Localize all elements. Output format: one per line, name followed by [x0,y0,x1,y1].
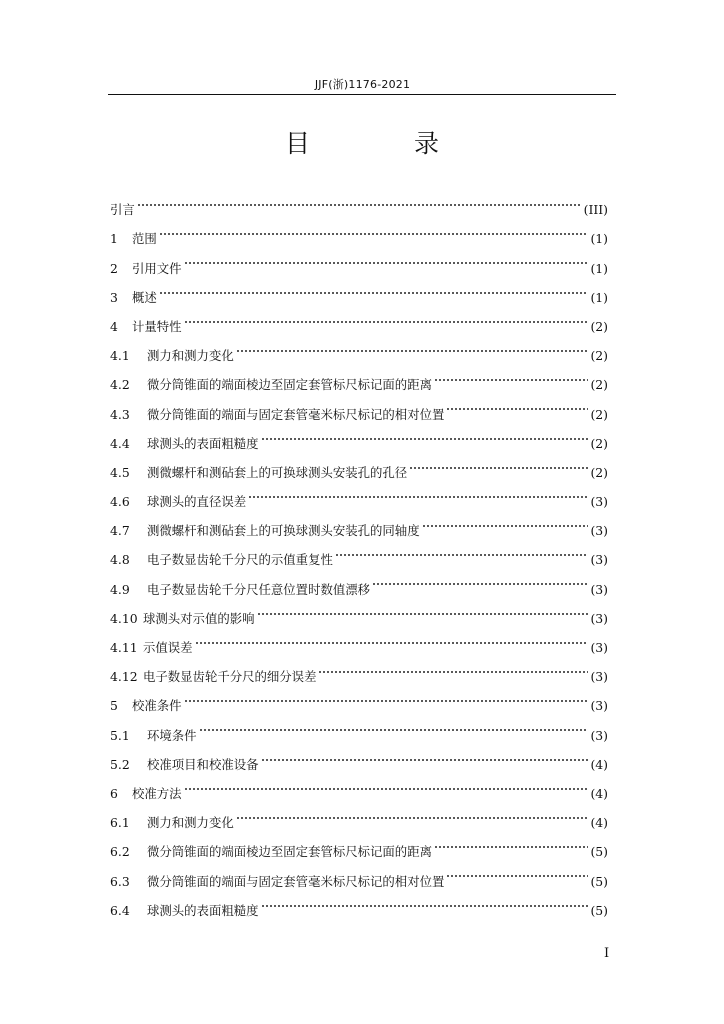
toc-entry-page: (4) [590,785,608,801]
toc-entry-page: (3) [590,610,608,626]
toc-entry-number: 4.12 [110,669,138,685]
toc-entry[interactable] [110,710,608,743]
toc-entry-number: 4.9 [110,581,130,597]
dot-leader [259,886,591,915]
toc-entry-page: (2) [590,377,608,393]
toc-entry-title: 球测头的表面粗糙度 [147,902,259,918]
toc-entry-title: 环境条件 [147,727,197,743]
dot-leader [157,273,591,302]
toc-entry-page: (3) [590,640,608,655]
toc-entry-page: (3) [590,698,608,714]
toc-entry[interactable] [110,769,608,801]
toc-entry-page: (1) [590,231,608,247]
dot-leader [259,419,591,448]
toc-entry-number: 5.2 [110,756,130,772]
toc-entry-title: 引言 [110,202,135,218]
toc-entry-page: (III) [583,202,608,218]
dot-leader [259,740,591,769]
toc-entry-title: 校准方法 [132,785,182,801]
toc-entry-title: 测力和测力变化 [147,348,234,364]
toc-entry-page: (5) [590,902,608,918]
toc-entry-page: (1) [590,289,608,305]
toc-entry-number: 4.2 [110,377,130,393]
dot-leader [234,331,591,360]
toc-entry[interactable] [110,331,608,364]
toc-entry-number: 6.1 [110,815,130,831]
toc-entry-title: 计量特性 [132,318,182,334]
toc-entry-number: 4.1 [110,348,130,364]
toc-entry-number: 6.4 [110,902,130,918]
toc-entry-title: 校准项目和校准设备 [147,756,259,772]
toc-entry[interactable] [110,243,608,276]
toc-entry-number: 4.4 [110,435,130,451]
toc-entry-page: (3) [590,581,608,597]
toc-entry-title: 测微螺杆和测砧套上的可换球测头安装孔的孔径 [147,464,408,480]
toc-entry-page: (4) [590,756,608,772]
toc-entry[interactable] [110,681,608,714]
toc-entry-page: (4) [590,815,608,831]
toc-entry-number: 4.10 [110,610,138,626]
toc-entry-page: (3) [590,494,608,510]
toc-entry-title: 球测头对示值的影响 [143,610,255,626]
toc-entry-title: 概述 [132,289,157,305]
toc-entry-page: (3) [590,523,608,539]
toc-entry-page: (3) [590,669,608,685]
dot-leader [407,448,590,477]
toc-entry-number: 1 [110,231,118,247]
toc-entry-page: (5) [590,873,608,889]
toc-entry[interactable] [110,798,608,831]
toc-entry-page: (3) [590,552,608,568]
toc-entry-number: 5.1 [110,727,130,743]
toc-entry-title: 引用文件 [132,260,182,276]
page-title: 目 录 [285,129,487,158]
dot-leader [444,389,590,418]
toc-entry-title: 球测头的直径误差 [147,494,247,510]
toc-entry-number: 6 [110,785,118,801]
toc-entry-page: (5) [590,844,608,860]
toc-entry-number: 4.3 [110,406,130,422]
standard-code-header: JJF(浙)1176-2021 [314,78,411,91]
dot-leader [182,769,591,798]
dot-leader [333,535,591,564]
toc-entry-number: 4.7 [110,523,130,539]
toc-entry-number: 5 [110,698,118,714]
dot-leader [182,243,591,272]
toc-entry-title: 微分筒锥面的端面与固定套管毫米标尺标记的相对位置 [147,406,445,422]
toc-entry-title: 测微螺杆和测砧套上的可换球测头安装孔的同轴度 [147,523,420,539]
dot-leader [197,710,591,739]
toc-entry-number: 6.3 [110,873,130,889]
toc-entry-page: (2) [590,348,608,364]
dot-leader [316,652,590,681]
toc-entry[interactable] [110,185,608,218]
dot-leader [246,477,590,506]
toc-entry[interactable] [110,214,608,247]
toc-entry-title: 范围 [132,231,157,247]
toc-entry-number: 2 [110,260,118,276]
table-of-contents [110,185,608,918]
toc-entry-page: (2) [590,406,608,422]
toc-entry-number: 4.5 [110,464,130,480]
toc-entry-title: 电子数显齿轮千分尺的细分误差 [143,669,317,685]
toc-entry-page: (3) [590,727,608,743]
toc-entry-page: (2) [590,318,608,334]
toc-entry-title: 校准条件 [132,698,182,714]
dot-leader [182,681,591,710]
toc-entry-page: (2) [590,464,608,480]
dot-leader [157,214,591,243]
dot-leader [444,856,590,885]
toc-entry-number: 4 [110,318,118,334]
dot-leader [420,506,591,535]
toc-entry-page: (2) [590,435,608,451]
dot-leader [234,798,591,827]
toc-entry-number: 4.8 [110,552,130,568]
toc-entry-title: 示值误差 [143,640,193,655]
dot-leader [370,564,590,593]
toc-entry-title: 电子数显齿轮千分尺任意位置时数值漂移 [147,581,371,597]
toc-entry-title: 测力和测力变化 [147,815,234,831]
toc-entry-title: 微分筒锥面的端面棱边至固定套管标尺标记面的距离 [147,377,432,393]
toc-entry-title: 电子数显齿轮千分尺的示值重复性 [147,552,333,568]
toc-entry-number: 3 [110,289,118,305]
dot-leader [135,185,584,214]
toc-entry[interactable] [110,302,608,334]
toc-entry-page: (1) [590,260,608,276]
toc-entry-number: 6.2 [110,844,130,860]
dot-leader [432,360,590,389]
header-rule [108,94,616,95]
dot-leader [255,594,591,623]
dot-leader [182,302,591,331]
dot-leader [432,827,590,856]
toc-entry-title: 微分筒锥面的端面与固定套管毫米标尺标记的相对位置 [147,873,445,889]
toc-entry-number: 4.6 [110,494,130,510]
page-number: I [604,946,610,961]
toc-entry[interactable] [110,273,608,305]
toc-entry-title: 微分筒锥面的端面棱边至固定套管标尺标记面的距离 [147,844,432,860]
toc-entry-number: 4.11 [110,640,138,655]
dot-leader [193,623,591,652]
toc-entry-title: 球测头的表面粗糙度 [147,435,259,451]
